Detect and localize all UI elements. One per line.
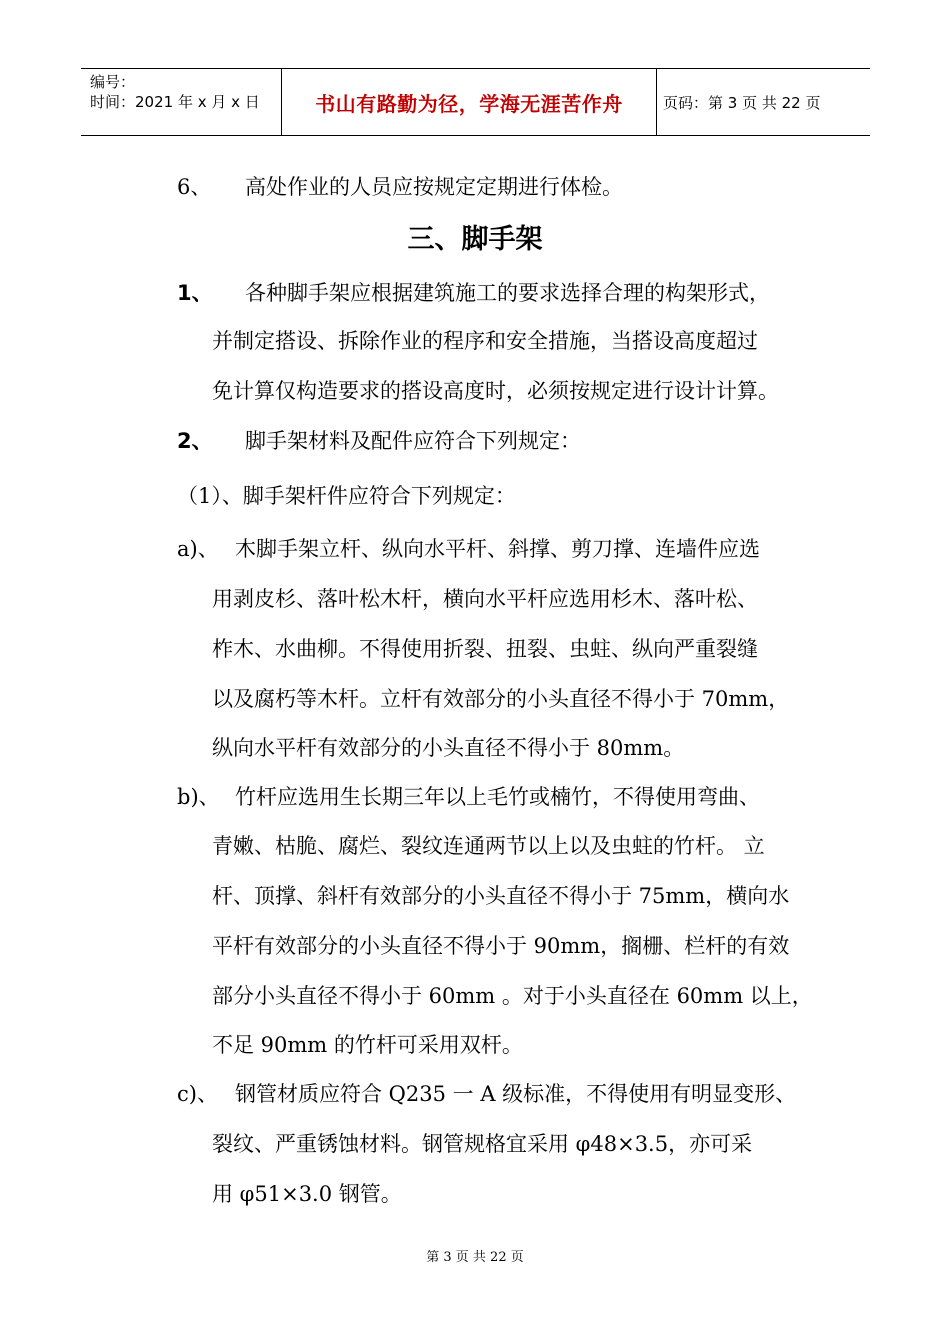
page-info: 页码：第 3 页 共 22 页	[663, 93, 821, 112]
para-1-line-2: 并制定搭设、拆除作业的程序和安全措施，当搭设高度超过	[212, 329, 758, 353]
item-a-label: a)、	[177, 537, 219, 561]
serial-label: 编号：	[90, 73, 136, 91]
para-1-text-1: 各种脚手架应根据建筑施工的要求选择合理的构架形式，	[245, 281, 770, 305]
header-left-cell	[81, 69, 282, 135]
item-c-line-1	[177, 1079, 796, 1109]
item-6-number: 6、	[177, 175, 212, 199]
item-c-label: c)、	[177, 1082, 218, 1106]
item-b-line-4: 平杆有效部分的小头直径不得小于 90mm，搁栅、栏杆的有效	[212, 934, 790, 958]
motto: 书山有路勤为径，学海无涯苦作舟	[282, 69, 657, 135]
item-b-line-5: 部分小头直径不得小于 60mm 。对于小头直径在 60mm 以上，	[212, 984, 813, 1008]
para-1-line-1	[177, 278, 770, 308]
para-2-number: 2、	[177, 429, 213, 453]
item-a-line-4: 以及腐朽等木杆。立杆有效部分的小头直径不得小于 70mm，	[212, 687, 790, 711]
sub-item-1: （1）、脚手架杆件应符合下列规定：	[177, 484, 516, 508]
item-a-text-1: 木脚手架立杆、纵向水平杆、斜撑、剪刀撑、连墙件应选	[235, 537, 760, 561]
item-c-line-2: 裂纹、严重锈蚀材料。钢管规格宜采用 φ48×3.5，亦可采	[212, 1132, 753, 1156]
item-b-line-6: 不足 90mm 的竹杆可采用双杆。	[212, 1033, 523, 1057]
time-label: 时间：2021 年 x 月 x 日	[90, 93, 260, 111]
header-table	[81, 68, 870, 136]
para-2-text-1: 脚手架材料及配件应符合下列规定：	[245, 429, 581, 453]
item-b-text-1: 竹杆应选用生长期三年以上毛竹或楠竹，不得使用弯曲、	[235, 785, 760, 809]
para-1-number: 1、	[177, 281, 213, 305]
item-a-line-3: 柞木、水曲柳。不得使用折裂、扭裂、虫蛀、纵向严重裂缝	[212, 637, 758, 661]
item-a-line-1	[177, 534, 760, 564]
para-1-line-3: 免计算仅构造要求的搭设高度时，必须按规定进行设计计算。	[212, 379, 779, 403]
item-6-text: 高处作业的人员应按规定定期进行体检。	[245, 175, 623, 199]
item-b-label: b)、	[177, 785, 220, 809]
para-2-line-1	[177, 426, 581, 456]
item-a-line-5: 纵向水平杆有效部分的小头直径不得小于 80mm。	[212, 736, 685, 760]
section-title: 三、脚手架	[407, 224, 543, 255]
item-c-text-1: 钢管材质应符合 Q235 一 A 级标准，不得使用有明显变形、	[235, 1082, 797, 1106]
item-b-line-2: 青嫩、枯脆、腐烂、裂纹连通两节以上以及虫蛀的竹杆。 立	[212, 834, 765, 858]
item-c-line-3: 用 φ51×3.0 钢管。	[212, 1182, 402, 1206]
item-b-line-3: 杆、顶撑、斜杆有效部分的小头直径不得小于 75mm，横向水	[212, 884, 790, 908]
item-b-line-1	[177, 782, 760, 812]
item-6	[177, 172, 623, 202]
page-footer: 第 3 页 共 22 页	[426, 1250, 524, 1265]
item-a-line-2: 用剥皮杉、落叶松木杆，横向水平杆应选用杉木、落叶松、	[212, 587, 758, 611]
